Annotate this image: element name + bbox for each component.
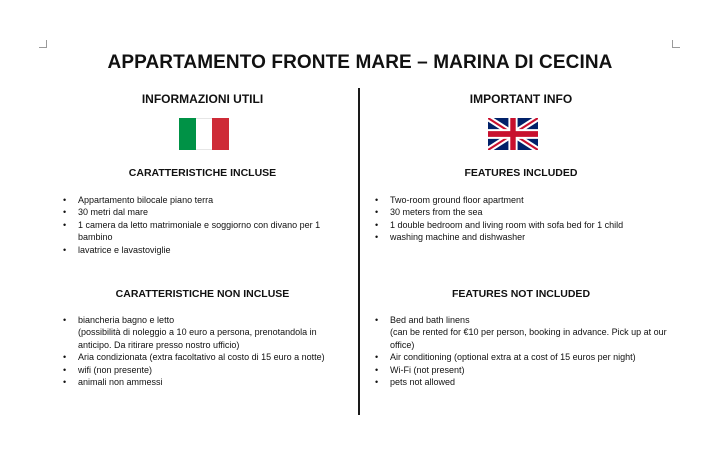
italian-included-list xyxy=(62,194,352,256)
list-item: • Two-room ground floor apartment xyxy=(374,194,676,206)
list-item: • Wi-Fi (not present) xyxy=(374,364,676,376)
list-item: • 1 double bedroom and living room with sofa bed for 1 child xyxy=(374,219,676,231)
list-item: • Aria condizionata (extra facoltativo al costo di 15 euro a notte) xyxy=(62,351,352,363)
italian-included-heading: CARATTERISTICHE INCLUSE xyxy=(128,167,277,179)
english-heading: IMPORTANT INFO xyxy=(469,92,573,106)
list-item: • lavatrice e lavastoviglie xyxy=(62,244,352,256)
crop-mark-top-left xyxy=(39,40,47,48)
list-item: • washing machine and dishwasher xyxy=(374,231,676,243)
linens-note: (can be rented for €10 per person, booking in advance. Pick up at our office) xyxy=(390,327,667,350)
list-item: • 1 camera da letto matrimoniale e soggiorno con divano per 1 bambino xyxy=(62,219,352,244)
english-not-included-list xyxy=(374,314,676,388)
linens-label: Bed and bath linens xyxy=(390,315,470,325)
linens-label: biancheria bagno e letto xyxy=(78,315,175,325)
list-item: • wifi (non presente) xyxy=(62,364,352,376)
page-title: APPARTAMENTO FRONTE MARE – MARINA DI CECINA xyxy=(107,52,613,73)
list-item xyxy=(374,314,676,351)
italian-not-included-list xyxy=(62,314,352,388)
list-item: • 30 meters from the sea xyxy=(374,206,676,218)
list-item: • animali non ammessi xyxy=(62,376,352,388)
uk-flag-icon xyxy=(488,118,538,150)
list-item: • Appartamento bilocale piano terra xyxy=(62,194,352,206)
english-not-included-heading: FEATURES NOT INCLUDED xyxy=(451,288,591,300)
column-divider xyxy=(358,88,360,415)
italian-heading: INFORMAZIONI UTILI xyxy=(141,92,264,106)
list-item: • Air conditioning (optional extra at a cost of 15 euros per night) xyxy=(374,351,676,363)
english-included-list xyxy=(374,194,676,244)
crop-mark-top-right xyxy=(672,40,680,48)
english-included-heading: FEATURES INCLUDED xyxy=(464,167,578,179)
linens-note: (possibilità di noleggio a 10 euro a persona, prenotandola in anticipo. Da ritirare presso nostro ufficio) xyxy=(78,327,317,350)
italian-not-included-heading: CARATTERISTICHE NON INCLUSE xyxy=(115,288,290,300)
list-item xyxy=(62,314,352,351)
list-item: • 30 metri dal mare xyxy=(62,206,352,218)
list-item: • pets not allowed xyxy=(374,376,676,388)
italy-flag-icon xyxy=(179,118,229,150)
